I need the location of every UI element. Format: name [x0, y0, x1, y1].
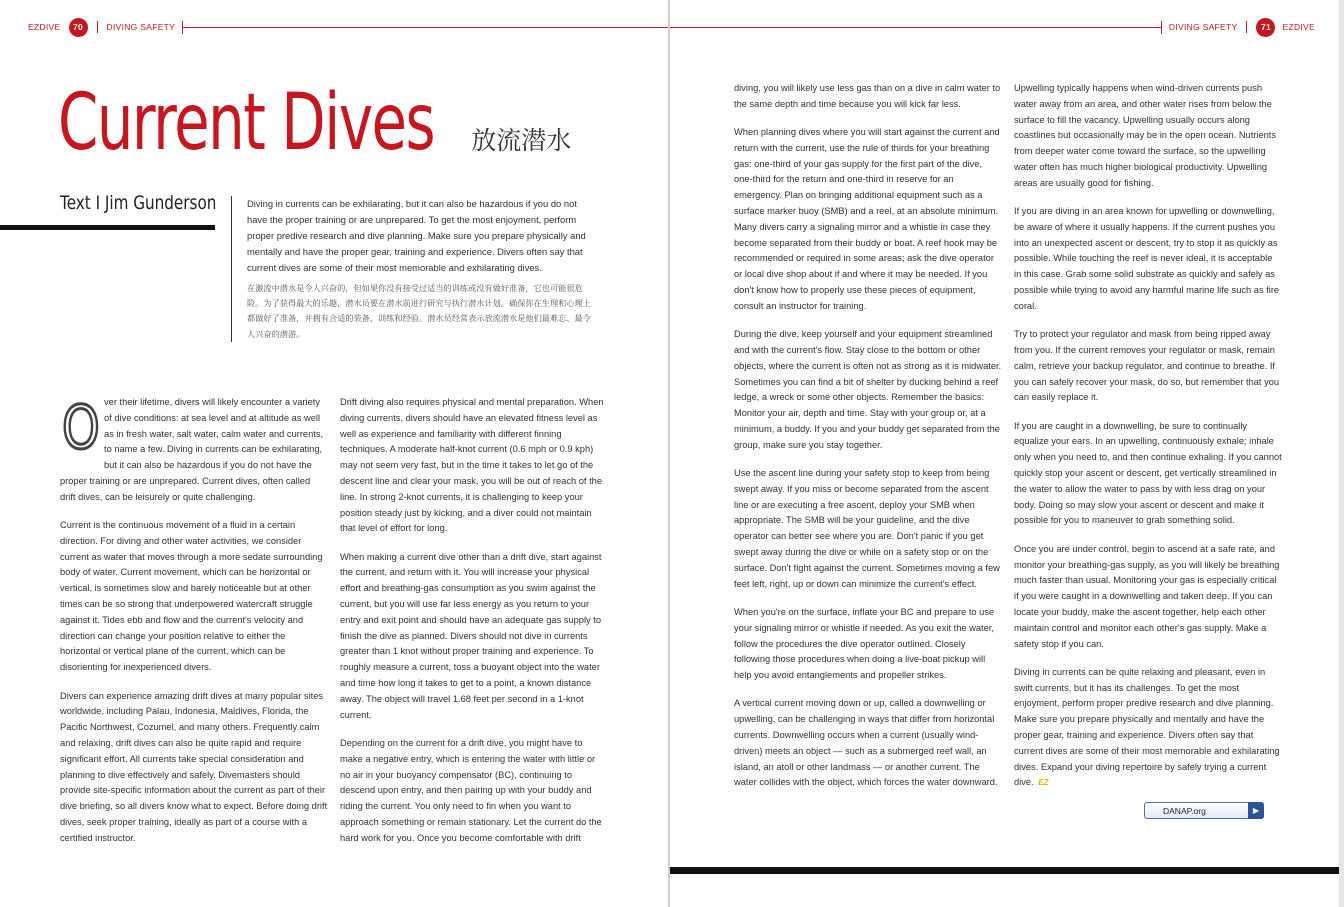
- brand-label: EZDIVE: [1282, 22, 1315, 32]
- header-divider: [97, 21, 98, 33]
- paragraph-text: Diving in currents can be quite relaxing and pleasant, even in swift currents, but it has its challenges. To get the most enjoyment, perform proper predive research and dive planning. Make sure you prepare physically and mentally and have the proper gear, training and experience. Divers often say that current dives are some of their most memorable and exhilarating dives. Expand your diving repertoire by safely trying a current dive.: [1014, 666, 1280, 788]
- paragraph: When you're on the surface, inflate your BC and prepare to use your signaling mirror or whistle if needed. As you exit the water, follow the procedures the dive operator outlined. Closely following those procedures when doing a live-boat pickup will help you avoid entanglements and propeller strikes.: [734, 606, 995, 681]
- paragraph: diving, you will likely use less gas than on a dive in calm water to the same depth and time because you will kick far less.: [734, 83, 1001, 109]
- paragraph: A vertical current moving down or up, called a downwelling or upwelling, can be challenging in ways that differ from horizontal currents. Downwelling occurs when a current (usually wind-driven) meets an object — such as a submerged reef wall, an island, an atoll or other landmass — or another current. The water collides with the object, which forces the water downward.: [734, 698, 998, 788]
- paragraph: If you are caught in a downwelling, be sure to continually equalize your ears. In an upwelling, continuously exhale; inhale only when you need to, and then continue exhaling. If you cannot quickly stop your ascent or descent, get vertically streamlined in the water to allow the water to pass by with less drag on your body. Doing so may slow your ascent or descent and make it possible for you to maneuver to grab something solid.: [1014, 420, 1282, 526]
- intro-english: Diving in currents can be exhilarating, but it can also be hazardous if you do not have the proper training or are unprepared. To get the most enjoyment, perform proper predive research and dive planning. Make sure you prepare physically and mentally and have the proper gear, training and experience. Divers often say that current dives are some of their most memorable and exhilarating dives.: [247, 198, 586, 273]
- paragraph: [1014, 665, 1282, 791]
- header-right: [670, 17, 1315, 37]
- header-rule: [182, 27, 668, 28]
- column-right-1: [734, 81, 1002, 804]
- paragraph: Use the ascent line during your safety stop to keep from being swept away. If you miss or become separated from the ascent line or are executing a free ascent, deploy your SMB when appropriate. The SMB will be your guideline, and the dive operator can better see where you are. Don't panic if you get swept away during the dive or while on a safety stop or on the surface. Don't fight against the current. Sometimes moving a few feet left, right, up or down can minimize the current's effect.: [734, 468, 1000, 589]
- paragraph: Once you are under control, begin to ascend at a safe rate, and monitor your breathing-gas supply, as you will likely be breathing much faster than usual. Monitoring your gas is especially critical if you were caught in a downwelling and taken deep. If you can locate your buddy, make the ascent together, help each other maintain control and monitor each other's gas supply. Make a safety stop if you can.: [1014, 543, 1280, 649]
- intro-chinese: 在激流中潜水是令人兴奋的，但如果你没有接受过适当的训练或没有做好准备，它也可能很危险。为了获得最大的乐趣，潜水员要在潜水前进行研究与执行潜水计划。确保你在生理和心理上都做好了准备，并拥有合适的装备、训练和经验。潜水员经常表示放流潜水是他们最难忘、最令人兴奋的潜游。: [247, 283, 591, 339]
- header-left: [28, 17, 668, 37]
- paragraph: Current is the continuous movement of a fluid in a certain direction. For diving and other water activities, we consider current as water that moves through a more sedate surrounding body of water. Current movement, which can be horizontal or vertical, is sometimes slow and barely noticeable but at other times can be so strong that underpowered watercraft struggle against it. Tides ebb and flow and the current's velocity and direction can change your position relative to either the horizontal or vertical plane of the current, which can be disorienting for inexperienced divers.: [60, 520, 323, 673]
- footer-bar: [670, 867, 1344, 874]
- paragraph: When planning dives where you will start against the current and return with the current, use the rule of thirds for your breathing gas: one-third of your gas supply for the first part of the dive, one-third for the return and one-third in reserve for an emergency. Plan on bringing additional equipment such as a surface marker buoy (SMB) and a reel, at an absolute minimum. Many divers carry a signaling mirror and a whistle in case they become separated from their buddy or boat. A reef hook may be recommended or required in some areas; ask the dive operator or local dive shop about if and where it may be needed. If you don't know how to properly use these pieces of equipment, consult an instructor for training.: [734, 127, 1000, 311]
- paragraph: Upwelling typically happens when wind-driven currents push water away from an area, and other water rises from below the surface to fill the vacancy. Upwelling usually occurs along coastlines but occasionally may be in the open ocean. Nutrients from deeper water come toward the surface, so the upwelling water often has much higher biological productivity. Upwelling areas are usually good for fishing.: [1014, 83, 1277, 188]
- column-right-2: [1014, 81, 1282, 804]
- page-edge: [1339, 0, 1344, 907]
- paragraph: [60, 395, 328, 506]
- end-mark-icon: EZ: [1038, 778, 1049, 788]
- paragraph: Try to protect your regulator and mask from being ripped away from you. If the current removes your regulator or mask, remain calm, retrieve your backup regulator, and continue to breathe. If you can safely recover your mask, do so, but remember that you can easily replace it.: [1014, 329, 1280, 403]
- intro: [247, 196, 599, 342]
- header-divider: [1246, 21, 1247, 33]
- left-page: [0, 0, 668, 907]
- paragraph: If you are diving in an area known for upwelling or downwelling, be aware of where it usually happens. If the current pushes you into an unexpected ascent or descent, try to stop it as quickly as possible. While touching the reef is never ideal, it is acceptable in this case. Grab some solid substrate as quickly and safely as possible while trying to avoid any harmful marine life such as fire coral.: [1014, 206, 1280, 311]
- column-left-1: [60, 395, 328, 859]
- title-english: Current Dives: [58, 78, 435, 168]
- page-number-badge: 71: [1256, 18, 1275, 37]
- drop-cap: O: [62, 393, 100, 463]
- paragraph: Drift diving also requires physical and mental preparation. When diving currents, divers should have an elevated fitness level as well as experience and familiarity with different finning techniques. A moderate half-knot current (0.6 mph or 0.9 kph) may not seem very fast, but in the time it takes to let go of the descent line and clear your mask, you will be out of reach of the line. In strong 2-knot currents, it is challenging to keep your position steady just by kicking, and a diver could not maintain that level of effort for long.: [340, 397, 604, 534]
- article-title: [58, 78, 572, 168]
- brand-label: EZDIVE: [28, 22, 61, 32]
- paragraph: Depending on the current for a drift dive, you might have to make a negative entry, which is entering the water with little or no air in your buoyancy compensator (BC), continuing to descend upon entry, and then pairing up with your buddy and riding the current. You only need to fin when you want to approach something or remain stationary. Let the current do the hard work for you. Once you become comfortable with drift: [340, 737, 602, 843]
- paragraph: When making a current dive other than a drift dive, start against the current, and return with it. You will increase your physical effort and breathing-gas consumption as you swim against the current, but you will use far less energy as you return to your entry and exit point and should have an adequate gas supply to finish the dive as planned. Divers should not dive in currents greater than 1 knot without proper training and experience. To roughly measure a current, toss a buoyant object into the water and time how long it takes to get to a point, a known distance away. The object will travel 1.68 feet per second in a 1-knot current.: [340, 551, 602, 720]
- byline: Text I Jim Gunderson: [60, 192, 217, 214]
- paragraph-text: ver their lifetime, divers will likely encounter a variety of dive conditions: at sea level and at altitude as well as in fresh water, salt water, calm water and currents, to name a few. Diving in currents can be exhilarating, but it can also be hazardous if you do not have the proper training or are unprepared. Current dives, often called drift dives, can be leisurely or quite challenging.: [60, 397, 324, 502]
- page-number-badge: 70: [69, 18, 88, 37]
- title-chinese: 放流潜水: [471, 127, 572, 155]
- intro-rule: [231, 196, 232, 342]
- section-label: DIVING SAFETY: [106, 22, 176, 32]
- danap-link-label: DANAP.org: [1163, 805, 1206, 816]
- paragraph: Divers can experience amazing drift dives at many popular sites worldwide, including Palau, Indonesia, Maldives, Florida, the Pacific Northwest, Cozumel, and many others. Frequently calm and relaxing, drift dives can also be quite rapid and require significant effort. All currents take special consideration and planning to dive effectively and safely. Divemasters should provide site-specific information about the current as part of their dive briefing, so all divers know what to expect. Before doing drift dives, seek proper training, ideally as part of a course with a certified instructor.: [60, 690, 328, 843]
- header-rule: [670, 27, 1162, 28]
- column-left-2: [340, 395, 606, 859]
- paragraph: During the dive, keep yourself and your equipment streamlined and with the current's flow. Stay close to the bottom or other objects, where the current is often not as strong as it is midwater. Sometimes you can find a bit of shelter by ducking behind a reef ledge, a wreck or some other objects. Remember the basics: Monitor your air, depth and time. Stay with your group or, at a minimum, a buddy. If you and your buddy get separated from the group, make sure you stay together.: [734, 329, 1002, 450]
- danap-link-button[interactable]: [1144, 802, 1264, 819]
- section-label: DIVING SAFETY: [1168, 22, 1238, 32]
- play-arrow-icon: ▶: [1248, 802, 1264, 819]
- byline-bar: [0, 225, 215, 230]
